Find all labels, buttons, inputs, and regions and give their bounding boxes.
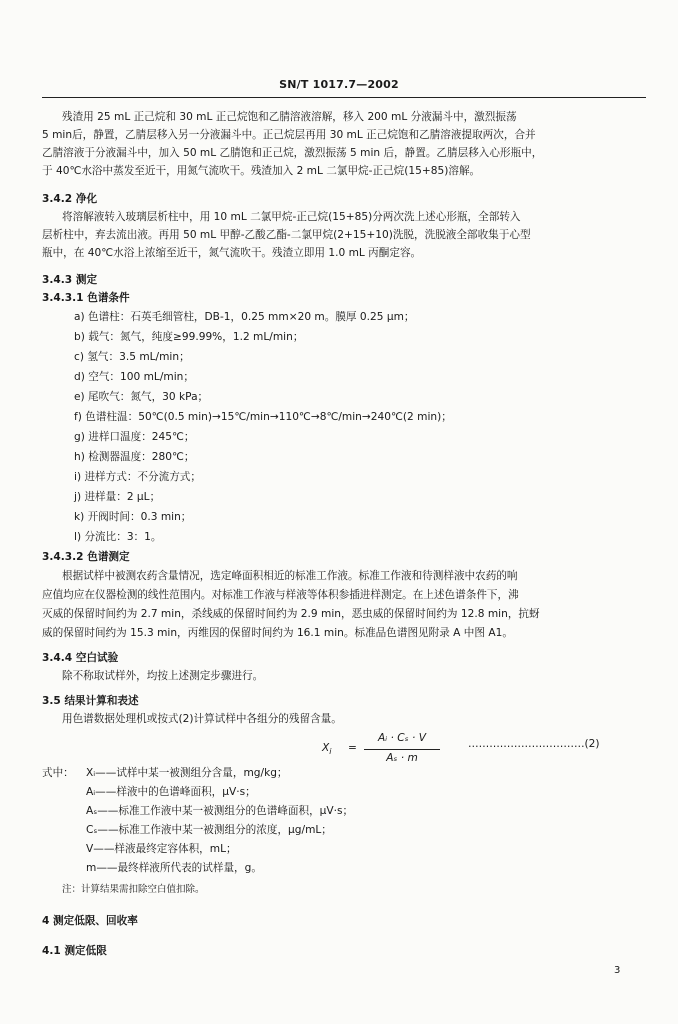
note: 注：计算结果需扣除空白值扣除。 (62, 884, 205, 895)
text-line: 层析柱中，弃去流出液。再用 50 mL 甲醇-乙酸乙酯-二氯甲烷(2+15+10)洗脱，洗脱液全部收集于心型 (42, 229, 531, 241)
text-line: 应值均应在仪器检测的线性范围内。对标准工作液与样液等体积参插进样测定。在上述色谱条件下，沸 (42, 589, 519, 601)
page-number: 3 (614, 965, 621, 976)
text-line: 瓶中，在 40℃水浴上浓缩至近干，氮气流吹干。残渣立即用 1.0 mL 丙酮定容。 (42, 247, 422, 259)
section-heading-3-5: 3.5 结果计算和表述 (42, 695, 139, 707)
variable-definition: V——样液最终定容体积，mL； (86, 843, 237, 855)
condition-item: c) 氢气：3.5 mL/min； (74, 351, 190, 363)
condition-item: d) 空气：100 mL/min； (74, 371, 194, 383)
condition-item: k) 开阀时间：0.3 min； (74, 511, 192, 523)
text-line: 根据试样中被测农药含量情况，选定峰面积相近的标准工作液。标准工作液和待测样液中农药的响 (62, 570, 518, 582)
section-heading-3-4-3-2: 3.4.3.2 色谱测定 (42, 551, 130, 563)
where-intro: 式中： (42, 767, 74, 779)
section-heading-3-4-3-1: 3.4.3.1 色谱条件 (42, 292, 130, 304)
condition-item: h) 检测器温度：280℃； (74, 451, 195, 463)
section-heading-3-4-4: 3.4.4 空白试验 (42, 652, 119, 664)
standard-number: SN/T 1017.7—2002 (279, 78, 399, 91)
section-heading-3-4-3: 3.4.3 测定 (42, 274, 98, 286)
text-line: 5 min后，静置，乙腈层移入另一分液漏斗中。正己烷层再用 30 mL 正己烷饱和乙腈溶液提取两次，合并 (42, 129, 536, 141)
formula-numerator: Aᵢ · Cₛ · V (378, 732, 426, 744)
section-heading-4-1: 4.1 测定低限 (42, 945, 107, 957)
condition-item: l) 分流比：3：1。 (74, 531, 162, 543)
formula-lhs: $X_i$ (322, 742, 332, 757)
text-line: 灭威的保留时间约为 2.7 min，杀线威的保留时间约为 2.9 min，恶虫威的保留时间约为 12.8 min，抗蚜 (42, 608, 540, 620)
variable-definition: m——最终样液所代表的试样量，g。 (86, 862, 262, 874)
text-line: 乙腈溶液于分液漏斗中，加入 50 mL 乙腈饱和正己烷，激烈振荡 5 min 后，静置。乙腈层移入心形瓶中， (42, 147, 543, 159)
variable-definition: Cₛ——标准工作液中某一被测组分的浓度，μg/mL； (86, 824, 332, 836)
section-heading-3-4-2: 3.4.2 净化 (42, 193, 98, 205)
fraction-bar (364, 749, 440, 750)
condition-item: a) 色谱柱：石英毛细管柱，DB-1，0.25 mm×20 m。膜厚 0.25 μm； (74, 311, 415, 323)
condition-item: j) 进样量：2 μL； (74, 491, 161, 503)
text-line: 用色谱数据处理机或按式(2)计算试样中各组分的残留含量。 (62, 713, 342, 725)
variable-definition: Aᵢ——样液中的色谱峰面积，μV·s； (86, 786, 256, 798)
section-heading-4: 4 测定低限、回收率 (42, 915, 138, 927)
formula-equals: = (348, 742, 357, 754)
text-line: 除不称取试样外，均按上述测定步骤进行。 (62, 670, 264, 682)
text-line: 将溶解液转入玻璃层析柱中，用 10 mL 二氯甲烷-正己烷(15+85)分两次洗上述心形瓶，全部转入 (62, 211, 521, 223)
formula-denominator: Aₛ · m (386, 752, 418, 764)
text-line: 于 40℃水浴中蒸发至近干，用氮气流吹干。残渣加入 2 mL 二氯甲烷-正己烷(15+85)溶解。 (42, 165, 481, 177)
text-line: 残渣用 25 mL 正己烷和 30 mL 正己烷饱和乙腈溶液溶解，移入 200 mL 分液漏斗中，激烈振荡 (62, 111, 517, 123)
variable-definition: Aₛ——标准工作液中某一被测组分的色谱峰面积，μV·s； (86, 805, 354, 817)
condition-item: e) 尾吹气：氮气，30 kPa； (74, 391, 209, 403)
text-line: 威的保留时间约为 15.3 min，丙维因的保留时间约为 16.1 min。标准品色谱图见附录 A 中图 A1。 (42, 627, 513, 639)
variable-definition: Xᵢ——试样中某一被测组分含量，mg/kg； (86, 767, 288, 779)
condition-item: b) 载气：氮气，纯度≥99.99%，1.2 mL/min； (74, 331, 304, 343)
condition-item: g) 进样口温度：245℃； (74, 431, 195, 443)
condition-item: f) 色谱柱温：50℃(0.5 min)→15℃/min→110℃→8℃/min→240℃(2 min)； (74, 411, 452, 423)
equation-number: ……………………………(2) (468, 738, 600, 750)
condition-item: i) 进样方式：不分流方式； (74, 471, 201, 483)
header-rule (42, 97, 646, 98)
